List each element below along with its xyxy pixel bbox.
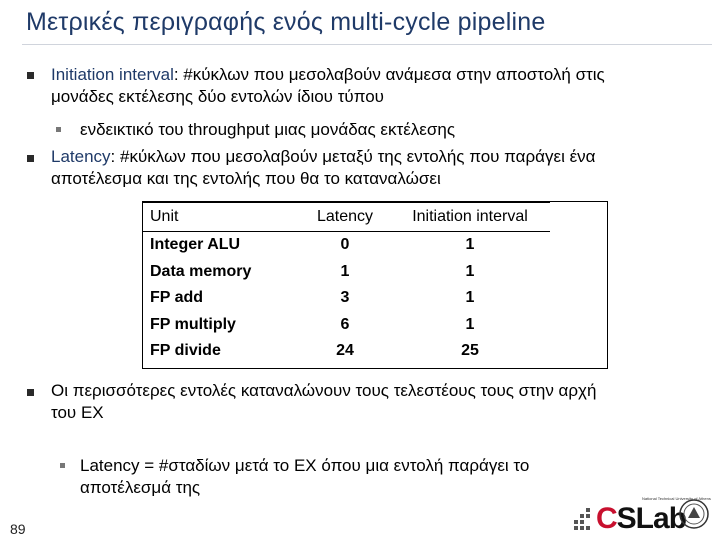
- cell-unit: FP multiply: [150, 315, 236, 333]
- bullet-text-line1: : #κύκλων που μεσολαβούν μεταξύ της εντολής που παράγει ένα: [110, 147, 596, 166]
- logo-subtitle: National Technical University of Athens: [642, 496, 711, 501]
- cell-initiation-interval: 1: [465, 262, 475, 280]
- bullet-latency: [51, 146, 716, 190]
- cell-latency: 24: [336, 342, 354, 360]
- title-divider: [22, 44, 712, 45]
- cell-unit: Integer ALU: [150, 236, 241, 254]
- sub-bullet-marker: [56, 127, 61, 132]
- cell-latency: 0: [340, 236, 350, 254]
- cslab-logo: [572, 494, 712, 538]
- bullet-marker: [27, 72, 34, 79]
- header-unit: Unit: [142, 202, 300, 232]
- bullet-text-line2: αποτέλεσμα και της εντολής που θα το καταναλώσει: [51, 169, 441, 188]
- page-number: 89: [10, 521, 26, 537]
- cell-initiation-interval: 1: [465, 236, 475, 254]
- sub-bullet-marker: [60, 463, 65, 468]
- table-row: [142, 285, 550, 312]
- sub-bullet-throughput: ενδεικτικό του throughput μιας μονάδας εκτέλεσης: [80, 120, 456, 139]
- header-latency: Latency: [300, 202, 390, 232]
- bullet-initiation-interval: [51, 64, 716, 108]
- bullet-text-line2: του EX: [51, 403, 104, 422]
- header-initiation-interval: Initiation interval: [390, 202, 550, 232]
- slide-title: Μετρικές περιγραφής ενός multi-cycle pipeline: [26, 8, 546, 36]
- table-row: [142, 232, 550, 259]
- table-row: [142, 312, 550, 339]
- cell-latency: 1: [340, 262, 350, 280]
- sub-bullet-line1: Latency = #σταδίων μετά το EX όπου μια εντολή παράγει το: [80, 456, 530, 475]
- table-row: [142, 338, 550, 365]
- cell-unit: FP divide: [150, 342, 221, 360]
- sub-bullet-line2: αποτέλεσμά της: [80, 478, 201, 497]
- functional-unit-table: [142, 201, 550, 365]
- term-initiation-interval: Initiation interval: [51, 65, 174, 84]
- bullet-text-line2: μονάδες εκτέλεσης δύο εντολών ίδιου τύπου: [51, 87, 384, 106]
- cell-unit: Data memory: [150, 262, 252, 280]
- table-header-row: [142, 202, 550, 232]
- cell-initiation-interval: 25: [461, 342, 479, 360]
- cell-latency: 3: [340, 289, 350, 307]
- cell-initiation-interval: 1: [465, 315, 475, 333]
- bullet-marker: [27, 389, 34, 396]
- bullet-marker: [27, 155, 34, 162]
- cell-latency: 6: [340, 315, 350, 333]
- bullet-text-line1: : #κύκλων που μεσολαβούν ανάμεσα στην αποστολή στις: [173, 65, 605, 84]
- cell-initiation-interval: 1: [465, 289, 475, 307]
- sub-bullet-latency-definition: [80, 455, 700, 499]
- term-latency: Latency: [51, 147, 111, 166]
- university-seal-icon: [678, 498, 710, 530]
- bullet-text-line1: Οι περισσότερες εντολές καταναλώνουν τους τελεστέους τους στην αρχή: [51, 381, 597, 400]
- logo-wordmark: CSLab: [596, 502, 687, 535]
- bullet-operands-consumption: [51, 380, 716, 424]
- table-row: [142, 259, 550, 286]
- cell-unit: FP add: [150, 289, 204, 307]
